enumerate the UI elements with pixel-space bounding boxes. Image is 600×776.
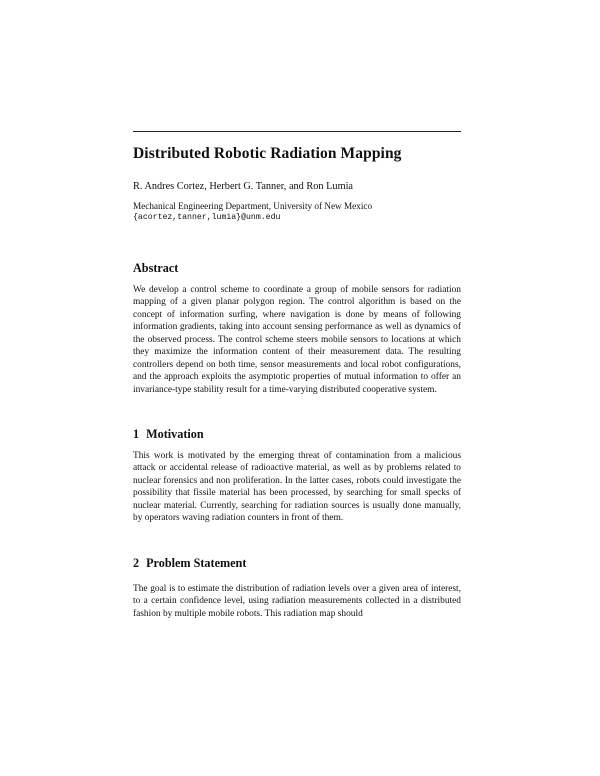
- author-email: {acortez,tanner,lumia}@unm.edu: [133, 213, 281, 222]
- section-number: 1: [133, 427, 140, 441]
- section-title: Motivation: [146, 427, 204, 441]
- paper-page: [133, 0, 461, 776]
- top-rule: [133, 131, 461, 132]
- abstract-text: We develop a control scheme to coordinate a group of mobile sensors for radiation mapping of a given planar polygon region. The control algorithm is based on the concept of information surfing, where navigation is done by means of following information gradients, taking into account sensing performance as well as dynamics of the observed process. The control scheme steers mobile sensors to locations at which they maximize the information content of their measurement data. The resulting controllers depend on both time, sensor measurements and local robot configurations, and the approach exploits the asymptotic properties of mutual information to offer an invariance-type stability result for a time-varying distributed cooperative system.: [133, 285, 461, 395]
- abstract-heading: Abstract: [133, 261, 179, 275]
- affiliation: Mechanical Engineering Department, University of New Mexico: [133, 201, 373, 211]
- section-number: 2: [133, 556, 140, 570]
- problem-statement-text: The goal is to estimate the distribution of radiation levels over a given area of interest, to a certain confidence level, using radiation measurements collected in a distributed fashion by multiple mobile robots. This radiation map should: [133, 584, 461, 619]
- author-list: R. Andres Cortez, Herbert G. Tanner, and Ron Lumia: [133, 181, 354, 192]
- motivation-text: This work is motivated by the emerging threat of contamination from a malicious attack or accidental release of radioactive material, as well as by problems related to nuclear forensics and non proliferation. In the latter cases, robots could investigate the possibility that fissile material has been processed, by searching for small specks of nuclear material. Currently, searching for radiation sources is usually done manually, by operators waving radiation counters in front of them.: [133, 451, 461, 524]
- section-heading-motivation: [133, 427, 204, 442]
- paper-title: Distributed Robotic Radiation Mapping: [133, 145, 402, 162]
- section-title: Problem Statement: [146, 556, 247, 570]
- section-heading-problem-statement: [133, 556, 246, 571]
